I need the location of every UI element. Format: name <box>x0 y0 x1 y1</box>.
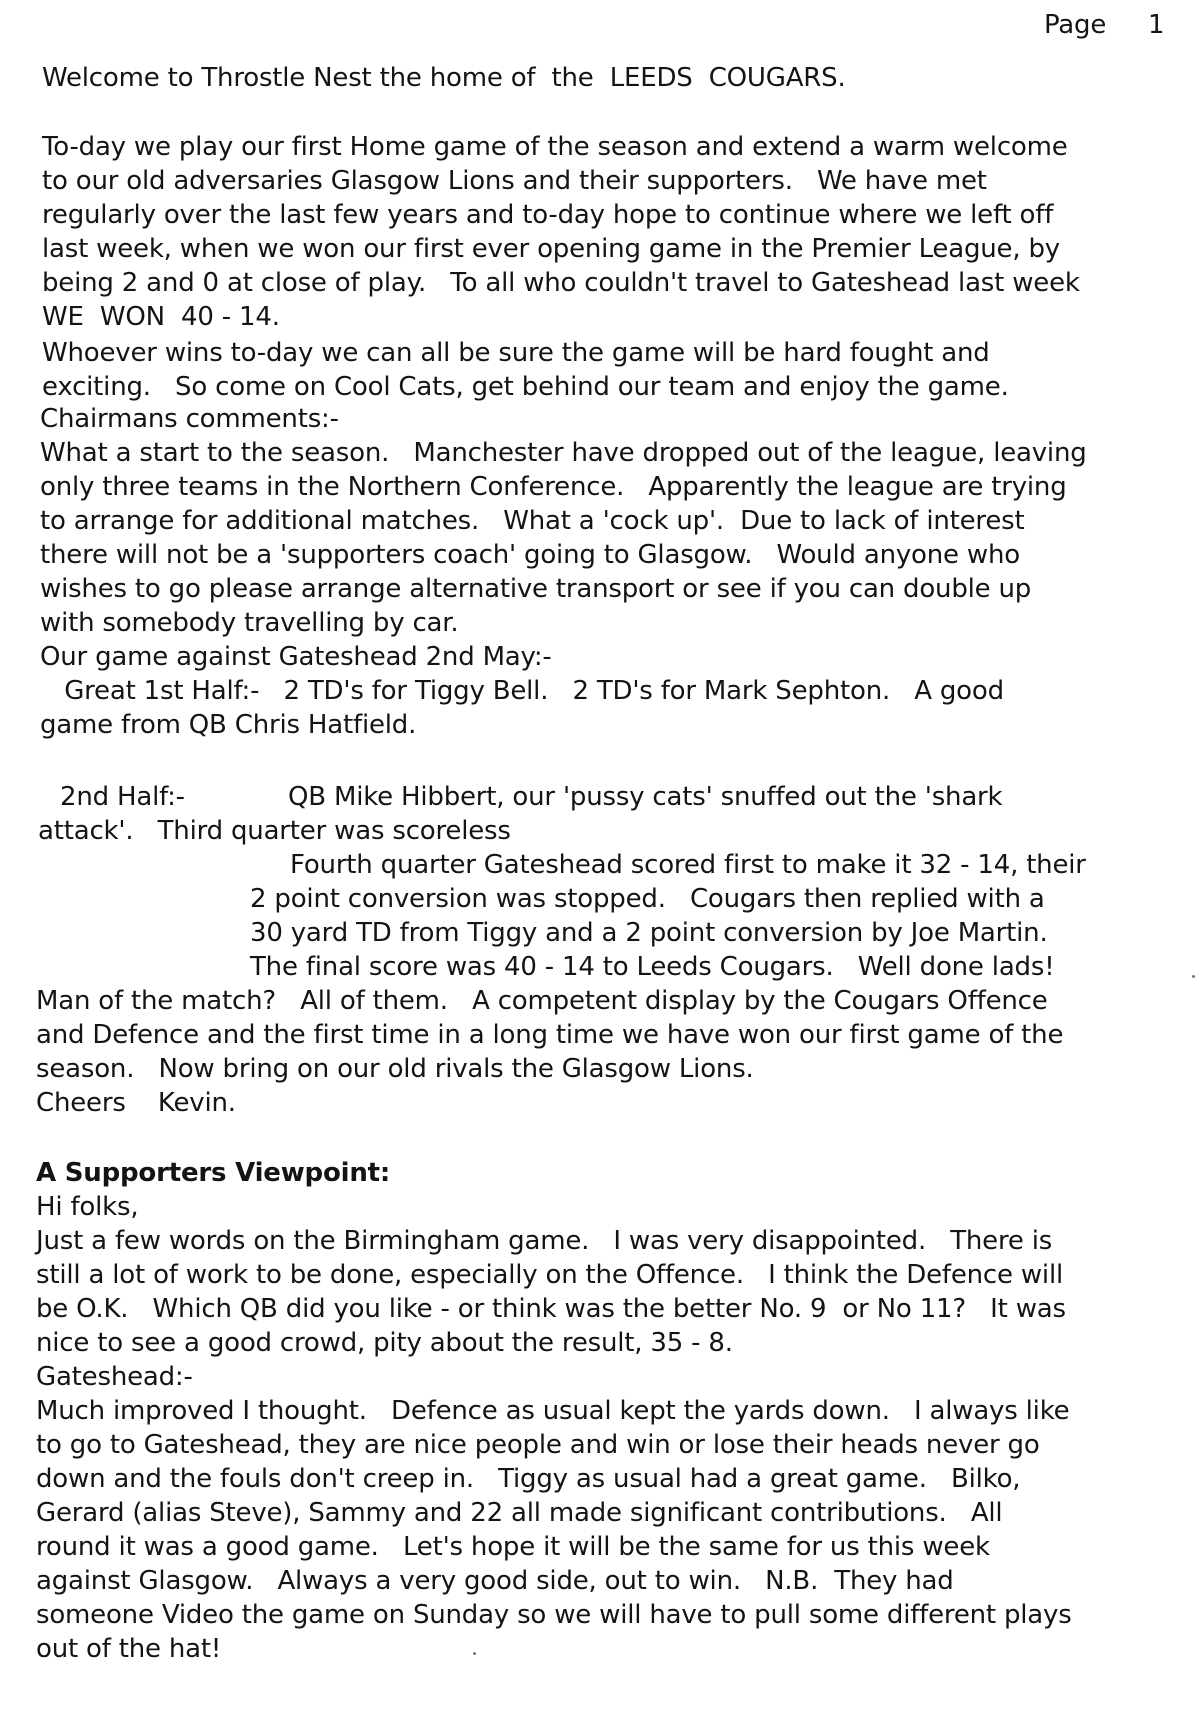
supporters-line: someone Video the game on Sunday so we will have to pull some different plays <box>36 1600 1072 1630</box>
supporters-line: down and the fouls don't creep in. Tiggy as usual had a great game. Bilko, <box>36 1464 1021 1494</box>
scan-speck <box>1192 975 1195 978</box>
fourth-quarter-line: 2 point conversion was stopped. Cougars then replied with a <box>250 884 1045 914</box>
supporters-line: against Glasgow. Always a very good side, out to win. N.B. They had <box>36 1566 954 1596</box>
intro-line: regularly over the last few years and to-day hope to continue where we left off <box>42 200 1054 230</box>
supporters-line: Just a few words on the Birmingham game. I was very disappointed. There is <box>36 1226 1053 1256</box>
chairman-line: there will not be a 'supporters coach' going to Glasgow. Would anyone who <box>40 540 1020 570</box>
supporters-line: out of the hat! <box>36 1634 222 1664</box>
second-half-label: 2nd Half:- <box>60 782 185 812</box>
man-of-match-line: and Defence and the first time in a long time we have won our first game of the <box>36 1020 1064 1050</box>
scan-speck <box>473 1652 476 1655</box>
supporters-line: still a lot of work to be done, especially on the Offence. I think the Defence will <box>36 1260 1063 1290</box>
supporters-line: round it was a good game. Let's hope it will be the same for us this week <box>36 1532 990 1562</box>
welcome-line: Welcome to Throstle Nest the home of the LEEDS COUGARS. <box>42 63 846 93</box>
intro-line: WE WON 40 - 14. <box>42 302 280 332</box>
supporters-heading: A Supporters Viewpoint: <box>36 1158 391 1188</box>
chairman-heading: Chairmans comments:- <box>40 404 339 434</box>
intro-line: Whoever wins to-day we can all be sure the game will be hard fought and <box>42 338 990 368</box>
signoff-line: Cheers Kevin. <box>36 1088 236 1118</box>
chairman-line: with somebody travelling by car. <box>40 608 459 638</box>
supporters-line: be O.K. Which QB did you like - or think was the better No. 9 or No 11? It was <box>36 1294 1066 1324</box>
gateshead-heading: Our game against Gateshead 2nd May:- <box>40 642 552 672</box>
second-half-text: QB Mike Hibbert, our 'pussy cats' snuffed out the 'shark <box>288 782 1003 812</box>
page-number: 1 <box>1148 10 1165 40</box>
chairman-line: What a start to the season. Manchester have dropped out of the league, leaving <box>40 438 1087 468</box>
fourth-quarter-line: Fourth quarter Gateshead scored first to make it 32 - 14, their <box>290 850 1086 880</box>
second-half-line: attack'. Third quarter was scoreless <box>38 816 511 846</box>
intro-line: last week, when we won our first ever opening game in the Premier League, by <box>42 234 1060 264</box>
supporters-line: Much improved I thought. Defence as usual kept the yards down. I always like <box>36 1396 1070 1426</box>
supporters-line: Hi folks, <box>36 1192 139 1222</box>
fourth-quarter-line: The final score was 40 - 14 to Leeds Cougars. Well done lads! <box>250 952 1055 982</box>
intro-line: To-day we play our first Home game of the season and extend a warm welcome <box>42 132 1068 162</box>
supporters-line: nice to see a good crowd, pity about the result, 35 - 8. <box>36 1328 733 1358</box>
man-of-match-line: Man of the match? All of them. A competent display by the Cougars Offence <box>36 986 1048 1016</box>
chairman-line: wishes to go please arrange alternative transport or see if you can double up <box>40 574 1032 604</box>
chairman-line: to arrange for additional matches. What a 'cock up'. Due to lack of interest <box>40 506 1025 536</box>
man-of-match-line: season. Now bring on our old rivals the Glasgow Lions. <box>36 1054 754 1084</box>
first-half-line: game from QB Chris Hatfield. <box>40 710 417 740</box>
intro-line: exciting. So come on Cool Cats, get behind our team and enjoy the game. <box>42 372 1009 402</box>
supporters-subheading: Gateshead:- <box>36 1362 193 1392</box>
page-label: Page <box>1044 10 1107 40</box>
chairman-line: only three teams in the Northern Conference. Apparently the league are trying <box>40 472 1067 502</box>
fourth-quarter-line: 30 yard TD from Tiggy and a 2 point conversion by Joe Martin. <box>250 918 1048 948</box>
supporters-line: Gerard (alias Steve), Sammy and 22 all made significant contributions. All <box>36 1498 1003 1528</box>
first-half-line: Great 1st Half:- 2 TD's for Tiggy Bell. 2 TD's for Mark Sephton. A good <box>40 676 1004 706</box>
intro-line: being 2 and 0 at close of play. To all who couldn't travel to Gateshead last week <box>42 268 1080 298</box>
supporters-line: to go to Gateshead, they are nice people and win or lose their heads never go <box>36 1430 1040 1460</box>
intro-line: to our old adversaries Glasgow Lions and their supporters. We have met <box>42 166 987 196</box>
